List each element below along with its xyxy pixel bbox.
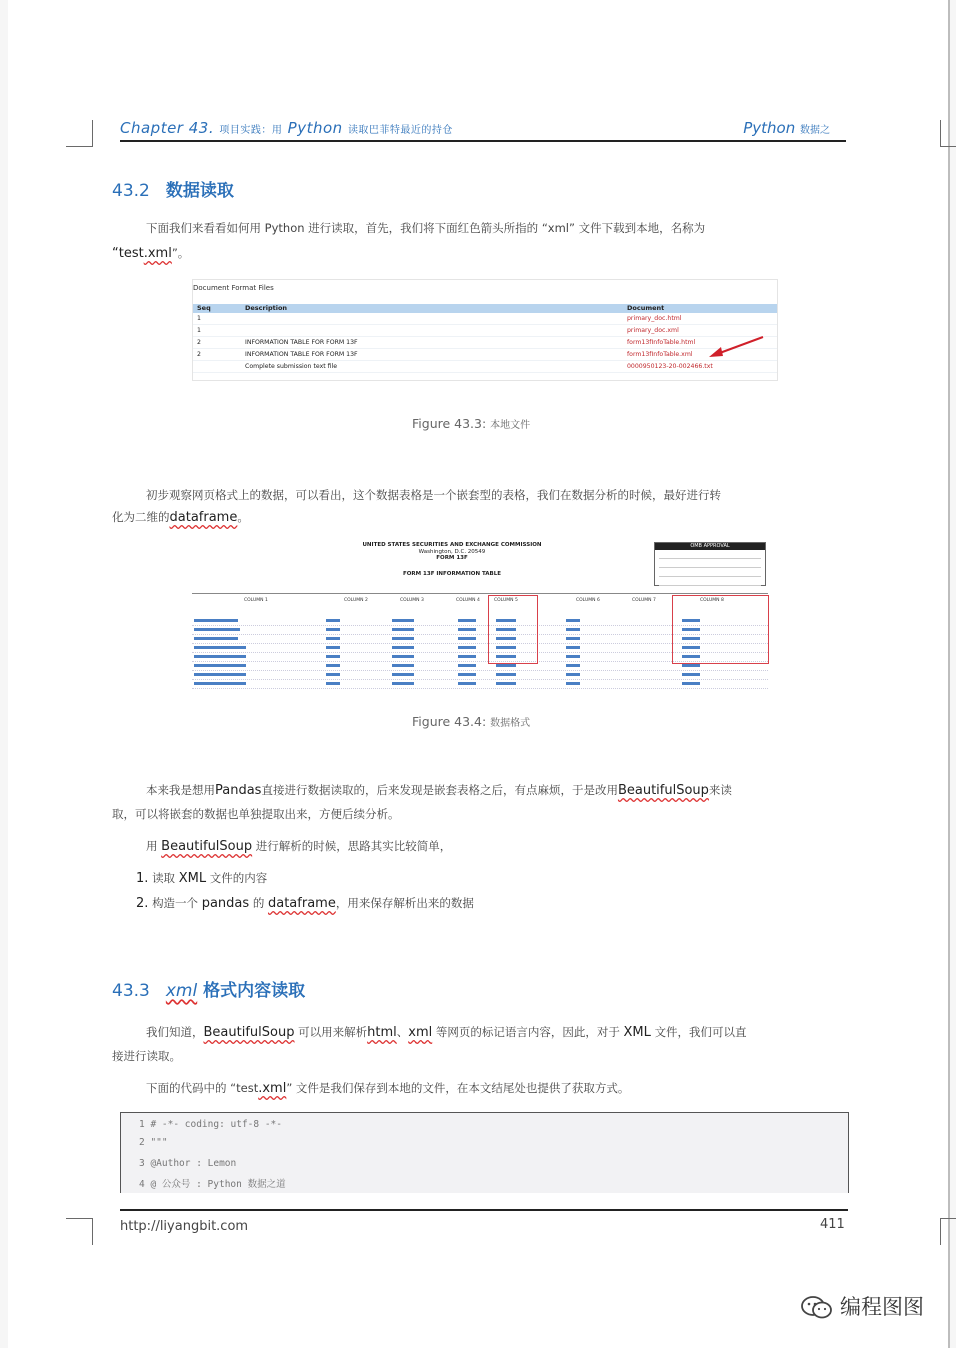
figure-document-format-files bbox=[192, 279, 778, 381]
highlight-box-shares bbox=[488, 595, 538, 664]
highlight-box-voting-authority bbox=[672, 595, 769, 664]
column-header: COLUMN 3 bbox=[400, 598, 424, 603]
code-line: 4 @ 公众号 : Python 数据之道 bbox=[139, 1179, 286, 1190]
header-rule bbox=[120, 140, 846, 142]
column-header: COLUMN 4 bbox=[456, 598, 480, 603]
table-row: Complete submission text file 0000950123-20-002466.txt bbox=[193, 363, 777, 373]
running-header-chapter: Chapter 43. 项目实践：用 Python 读取巴菲特最近的持仓 bbox=[120, 119, 453, 137]
commission-title: UNITED STATES SECURITIES AND EXCHANGE COMMISSION bbox=[362, 542, 542, 548]
document-page bbox=[8, 0, 950, 1348]
list-item: 2. 构造一个 pandas 的 dataframe，用来保存解析出来的数据 bbox=[136, 896, 474, 911]
table-row: 1 primary_doc.xml bbox=[193, 327, 777, 337]
figure-information-table bbox=[192, 540, 768, 690]
figure-caption-43-4: Figure 43.4: 数据格式 bbox=[412, 714, 531, 729]
code-line: 1 # -*- coding: utf-8 -*- bbox=[139, 1119, 282, 1130]
paragraph-xml-line1: 我们知道，BeautifulSoup 可以用来解析html、xml 等网页的标记语言内容，因此，对于 XML 文件，我们可以直 bbox=[146, 1025, 747, 1040]
figure-table-title: Document Format Files bbox=[193, 284, 274, 292]
footer-url: http://liyangbit.com bbox=[120, 1219, 249, 1234]
footer-rule bbox=[120, 1209, 848, 1211]
wechat-icon bbox=[800, 1295, 834, 1321]
code-line: 3 @Author : Lemon bbox=[139, 1158, 237, 1169]
form-name: FORM 13F bbox=[436, 555, 468, 561]
crop-mark-bottom-right bbox=[940, 1218, 956, 1245]
paragraph-xml-line2: 接进行读取。 bbox=[112, 1049, 181, 1063]
paragraph-observe-line2: 化为二维的dataframe。 bbox=[112, 510, 249, 525]
document-link[interactable]: primary_doc.xml bbox=[627, 327, 679, 334]
watermark-text: 编程图图 bbox=[840, 1295, 924, 1319]
code-line: 2 """ bbox=[139, 1137, 168, 1148]
crop-mark-bottom-left bbox=[66, 1218, 93, 1245]
figure-table-header: Seq Description Document bbox=[193, 304, 777, 313]
column-header: COLUMN 5 bbox=[494, 598, 518, 603]
paragraph-parse-line3: 用 BeautifulSoup 进行解析的时候，思路其实比较简单， bbox=[146, 839, 452, 854]
paragraph-intro-line1: 下面我们来看看如何用 Python 进行读取，首先，我们将下面红色箭头所指的 “xml” 文件下载到本地，名称为 bbox=[146, 221, 706, 235]
section-heading-43-3: 43.3 xml 格式内容读取 bbox=[112, 981, 306, 1001]
paragraph-parse-line2: 取，可以将嵌套的数据也单独提取出来，方便后续分析。 bbox=[112, 807, 400, 821]
table-row: 2 INFORMATION TABLE FOR FORM 13F form13fInfoTable.xml bbox=[193, 351, 777, 361]
column-header: COLUMN 7 bbox=[632, 598, 656, 603]
column-header: COLUMN 6 bbox=[576, 598, 600, 603]
table-row bbox=[192, 679, 768, 689]
table-row: 1 primary_doc.html bbox=[193, 315, 777, 325]
commission-city: Washington, D.C. 20549 bbox=[418, 549, 486, 555]
table-row: 2 INFORMATION TABLE FOR FORM 13F form13fInfoTable.html bbox=[193, 339, 777, 349]
paragraph-xml-line3: 下面的代码中的 “test.xml” 文件是我们保存到本地的文件，在本文结尾处也提供了获取方式。 bbox=[146, 1081, 630, 1096]
document-link[interactable]: form13fInfoTable.html bbox=[627, 339, 696, 346]
column-header: COLUMN 8 bbox=[700, 598, 724, 603]
list-item: 1. 读取 XML 文件的内容 bbox=[136, 871, 268, 886]
watermark bbox=[800, 1291, 924, 1321]
page-number: 411 bbox=[820, 1217, 845, 1232]
paragraph-observe-line1: 初步观察网页格式上的数据，可以看出，这个数据表格是一个嵌套型的表格，我们在数据分析的时候，最好进行转 bbox=[146, 488, 721, 502]
running-header-book: Python 数据之 bbox=[743, 119, 830, 137]
crop-mark-top-right bbox=[940, 120, 956, 147]
paragraph-parse-line1: 本来我是想用Pandas直接进行数据读取的，后来发现是嵌套表格之后，有点麻烦，于是改用BeautifulSoup来读 bbox=[146, 783, 732, 798]
red-arrow-icon bbox=[705, 334, 767, 360]
document-link[interactable]: 0000950123-20-002466.txt bbox=[627, 363, 713, 370]
column-header: COLUMN 1 bbox=[244, 598, 268, 603]
column-header: COLUMN 2 bbox=[344, 598, 368, 603]
crop-mark-top-left bbox=[66, 120, 93, 147]
figure-caption-43-3: Figure 43.3: 本地文件 bbox=[412, 416, 531, 431]
omb-approval-box: OMB APPROVAL bbox=[654, 542, 766, 586]
section-heading-43-2: 43.2 数据读取 bbox=[112, 181, 234, 201]
code-block bbox=[120, 1112, 849, 1193]
information-table-title: FORM 13F INFORMATION TABLE bbox=[402, 571, 502, 577]
document-link[interactable]: primary_doc.html bbox=[627, 315, 682, 322]
document-link-xml[interactable]: form13fInfoTable.xml bbox=[627, 351, 693, 358]
paragraph-intro-line2: “test.xml”。 bbox=[112, 246, 190, 261]
